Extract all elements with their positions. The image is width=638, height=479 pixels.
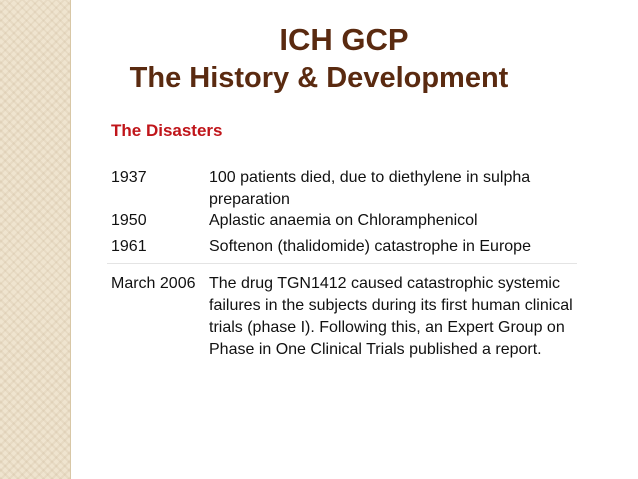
slide-title: [70, 22, 638, 98]
title-line-2: The History & Development: [129, 62, 509, 94]
timeline-description: Aplastic anaemia on Chloramphenicol: [209, 212, 478, 229]
section-heading: The Disasters: [111, 121, 223, 140]
title-line-1: ICH GCP: [279, 22, 409, 57]
row-divider: [107, 263, 577, 264]
timeline-year: 1950: [111, 212, 147, 229]
timeline-description: 100 patients died, due to diethylene in sulpha preparation: [209, 169, 531, 208]
timeline-description: Softenon (thalidomide) catastrophe in Europe: [209, 238, 531, 255]
timeline-description: The drug TGN1412 caused catastrophic systemic failures in the subjects during its first human clinical trials (phase I). Following this, an Expert Group on Phase in One Clinical Trials published a report.: [209, 275, 573, 358]
timeline-year: 1937: [111, 169, 147, 186]
timeline-year: 1961: [111, 238, 147, 255]
timeline-year: March 2006: [111, 275, 196, 292]
